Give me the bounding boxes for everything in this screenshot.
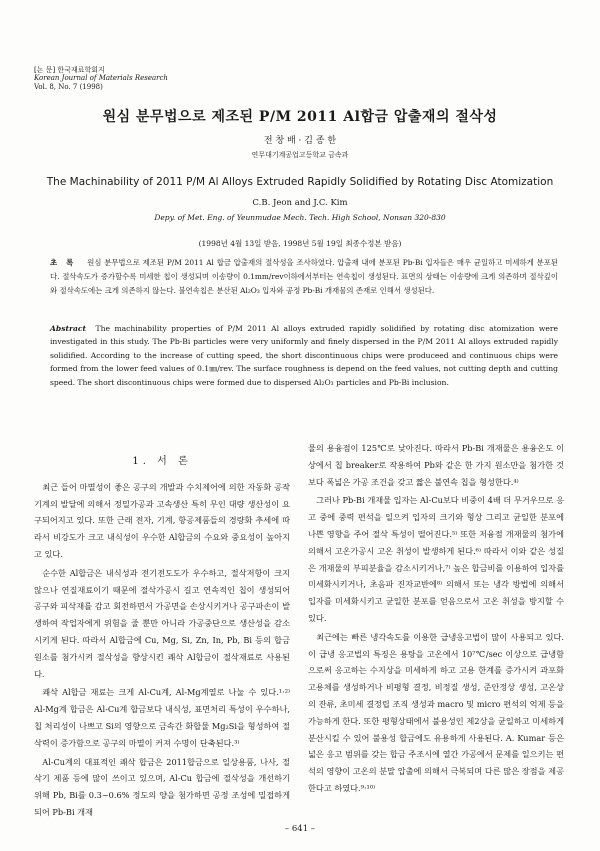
page-number: – 641 – bbox=[284, 824, 316, 834]
abstract-korean bbox=[50, 256, 558, 298]
right-column bbox=[308, 440, 564, 799]
abstract-english bbox=[50, 322, 558, 389]
received-dates: (1998년 4월 13일 받음, 1998년 5월 19일 최종수정본 받음) bbox=[198, 239, 402, 248]
paragraph: 쾌삭 Al합금 재료는 크게 Al-Cu계, Al-Mg계열로 나눌 수 있다.¹·²⁾ Al-Mg계 합금은 Al-Cu계 합금보다 내식성, 표면처리 특성이 우수하나, 칩 처리성이 나쁘고 Si의 영향으로 금속간 화합물 Mg₂Si을 형성하여 절삭력이 증가함으로 공구의 마멸이 커져 수명이 단축된다.³⁾ bbox=[34, 687, 290, 748]
paragraph: 최근에는 빠른 냉각속도를 이용한 급냉응고법이 많이 사용되고 있다. 이 급냉 응고법의 특징은 용탕을 고온에서 10⁷℃/sec 이상으로 급냉함으로써 응고하는 수지상을 미세하게 하고 고용 한계를 증가시켜 과포화 고용체를 생성하거나 비평형 결정, 비정질 생성, 준안정상 생성, 고온상의 잔류, 초미세 결정립 조직 생성과 macro 및 micro 편석의 억제 등을 가능하게 한다. 또한 평형상태에서 불용성인 제2상을 균일하고 미세하게 분산시킬 수 있어 불용성 합금에도 유용하게 사용된다. A. Kumar 등은 넓은 응고 범위를 갖는 합금 주조시에 열간 가공에서 문제를 일으키는 편석의 영향이 고온의 분말 압출에 의해서 극복되며 다른 많은 장점을 제공한다고 하였다.⁹·¹⁰⁾ bbox=[308, 631, 564, 793]
authors-english: C.B. Jeon and J.C. Kim bbox=[252, 198, 348, 208]
title-korean: 원심 분무법으로 제조된 P/M 2011 Al합금 압출재의 절삭성 bbox=[102, 109, 498, 125]
journal-name-ko: [논 문] 한국재료학회지 bbox=[34, 66, 105, 74]
abstract-korean-text: 원심 분무법으로 제조된 P/M 2011 Al 합금 압출재의 절삭성을 조사하였다. 압출재 내에 분포된 Pb-Bi 입자들은 매우 균일하고 미세하게 분포된다. 절삭속도가 증가할수록 미세한 칩이 생성되며 이송량이 0.1mm/rev이하에서부터는 연속칩이 생성된다. 표면의 상태는 이송량에 크게 의존하며 절삭깊이와 절삭속도에는 크게 의존하지 않는다. 불연속칩은 분산된 Al₂O₃ 입자와 공정 Pb-Bi 개재물의 존재로 인해서 생성된다. bbox=[50, 258, 558, 295]
paragraph: 순수한 Al합금은 내식성과 전기전도도가 우수하고, 절삭저항이 크지 않으나 연질재료이기 때문에 절삭가공시 길고 연속적인 칩이 생성되어 공구와 피삭재를 감고 회전하면서 가공면을 손상시키거나 공구파손이 발생하여 작업자에게 위험을 줄 뿐만 아니라 가공중단으로 생산성을 감소시키게 된다. 따라서 Al합금에 Cu, Mg, Si, Zn, In, Pb, Bi 등의 합금 원소를 첨가시켜 절삭성을 향상시킨 쾌삭 Al합금이 절삭재료로 사용된다. bbox=[34, 567, 290, 679]
section-heading: 1. 서 론 bbox=[132, 456, 192, 467]
affiliation-english: Depy. of Met. Eng. of Yeunmudae Mech. Tech. High School, Nonsan 320-830 bbox=[154, 213, 446, 222]
journal-header bbox=[34, 66, 168, 91]
paragraph: 최근 들어 마멸성이 좋은 공구의 개발과 수치제어에 의한 자동화 공작기계의 발달에 의해서 정밀가공과 고속생산 특히 무인 대량 생산성이 요구되어지고 있다. 또한 근래 전자, 기계, 항공제품들의 경량화 추세에 따라서 비강도가 크고 내식성이 우수한 Al합금의 수요와 중요성이 높아지고 있다. bbox=[34, 481, 290, 559]
authors-korean: 전 창 배 · 김 종 한 bbox=[263, 136, 337, 146]
left-column bbox=[34, 440, 290, 823]
affiliation-korean: 연무대기계공업고등학교 금속과 bbox=[251, 151, 349, 159]
paragraph: 그러나 Pb-Bi 개재물 입자는 Al-Cu보다 비중이 4배 더 무거우므로 응고 중에 중력 편석을 일으켜 입자의 크기와 형상 그리고 균일한 분포에 나쁜 영향을 주어 절삭 특성이 떨어진다.⁵⁾ 또한 저융점 개재물의 첨가에 의해서 고온가공시 고온 취성이 발생하게 된다.⁶⁾ 따라서 이와 같은 성질은 개재물의 부피분율을 감소시키거나,⁷⁾ 높은 합금비를 이용하여 입자를 미세화시키거나, 초음파 진자교반에⁸⁾ 의해서 또는 냉각 방법에 의해서 입자를 미세화시키고 균일한 분포를 얻음으로서 고온 취성을 방지할 수 있다. bbox=[308, 495, 564, 623]
journal-name-en: Korean Journal of Materials Research bbox=[34, 74, 168, 83]
title-english: The Machinability of 2011 P/M Al Alloys Extruded Rapidly Solidified by Rotating Disc Atomization bbox=[46, 176, 554, 188]
paragraph: 물의 용융점이 125℃로 낮아진다. 따라서 Pb-Bi 개재물은 용융온도 이상에서 칩 breaker로 작용하여 Pb와 같은 한 가지 원소만을 첨가한 것보다 폭넓은 가공 조건을 갖고 짧은 불연속 칩을 형성한다.⁴⁾ bbox=[308, 443, 564, 487]
paragraph: Al-Cu계의 대표적인 쾌삭 합금은 2011합금으로 일상용품, 나사, 절삭기 제품 등에 많이 쓰이고 있으며, Al-Cu 합금에 절삭성을 개선하기 위해 Pb, Bi를 0.3~0.6% 정도의 양을 첨가하면 공정 조성에 밀접하게 되어 Pb-Bi 개재 bbox=[34, 756, 290, 817]
abstract-english-text: The machinability properties of P/M 2011 Al alloys extruded rapidly solidified by rotating disc atomization were investigated in this study. The Pb-Bi particles were very uniformly and finely dispersed in the P/M 2011 Al alloys extruded rapidly solidified. According to the increase of cutting speed, the short discontinuous chips were produceed and continuous chips were formed from the lower feed values of 0.1㎜/rev. The surface roughness is depend on the feed values, not cutting depth and cutting speed. The short discontinuous chips were formed due to dispersed Al₂O₃ particles and Pb-Bi inclusion. bbox=[50, 324, 559, 387]
abstract-korean-label: 초 록 bbox=[50, 258, 77, 267]
journal-volume: Vol. 8, No. 7 (1998) bbox=[34, 82, 103, 91]
abstract-english-label: Abstract bbox=[50, 324, 87, 333]
